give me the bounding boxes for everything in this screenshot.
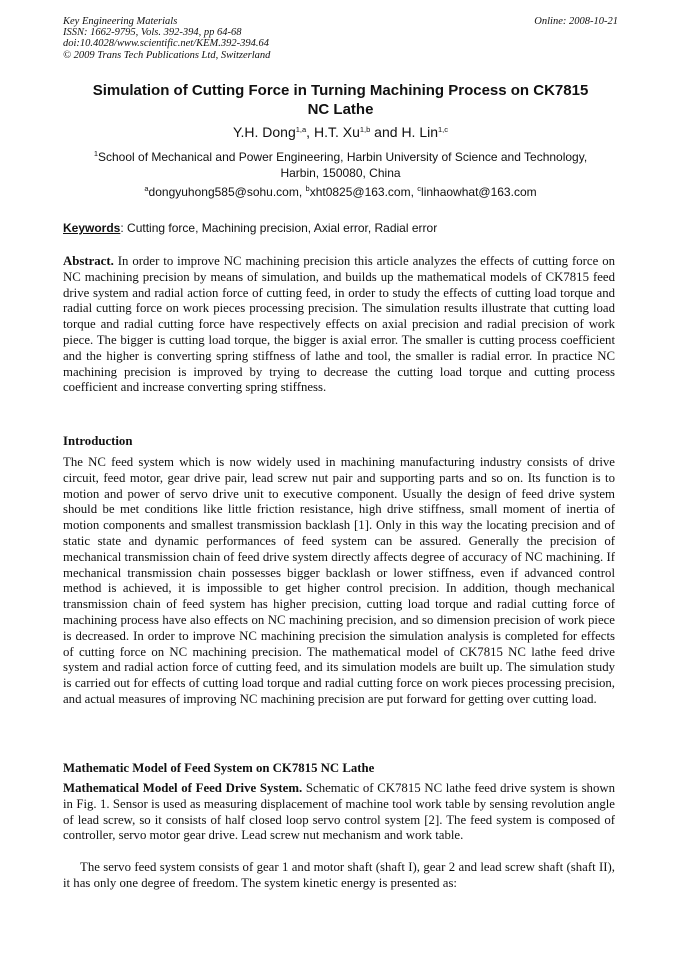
model-subheading: Mathematical Model of Feed Drive System.	[63, 781, 303, 795]
affiliation-sup: 1	[93, 149, 98, 158]
model-paragraph-1-text: Schematic of CK7815 NC lathe feed drive system is shown in Fig. 1. Sensor is used as measuring displacement of machine tool work table by sensing revolution angle of lead screw, so it consists of half closed loop servo control system [2]. The feed system is composed of controller, servo motor gear drive. Lead screw nut mechanism and work table.	[63, 781, 615, 843]
email-sup: c	[417, 184, 422, 193]
keywords-label: Keywords	[63, 221, 121, 235]
journal-header	[63, 16, 618, 61]
model-paragraph-2: The servo feed system consists of gear 1 and motor shaft (shaft I), gear 2 and lead screw shaft (shaft II), it has only one degree of freedom. The system kinetic energy is presented as:	[63, 860, 615, 890]
title-line-2: NC Lathe	[307, 101, 374, 118]
model-paragraph-1	[63, 781, 615, 844]
affiliation	[63, 149, 618, 181]
doi-line: doi:10.4028/www.scientific.net/KEM.392-394.64	[63, 38, 269, 50]
author-name: H.T. Xu	[313, 124, 360, 140]
introduction-text: The NC feed system which is now widely used in machining manufacturing industry consists of drive circuit, feed motor, gear drive pair, lead screw nut pair and supporting parts and so on. Its function is to motion and power of servo drive unit to executive component. Usually the design of feed drive system should be met conditions like little friction resistance, high drive stiffness, small moment of inertia of motion components and smallest transmission backlash [1]. Only in this way the locating precision and of static state and dynamic performances of feed system can be assured. Generally the precision of mechanical transmission chain of feed drive system directly affects degree of accuracy of NC machining. If mechanical transmission chain possesses bigger backlash or lower stiffness, even if advanced control method is achieved, it is impossible to get higher control precision. In addition, though mechanical transmission chain of feed system has higher precision, cutting load torque and radial cutting force of machining process have also effects on NC machining precision, and so dimension precision of work piece is decreased. In order to improve NC machining precision the simulation analysis is completed for effects of cutting force on NC machining precision. The mathematical model of CK7815 NC lathe feed drive system and radial action force of cutting feed, and its simulation models are built up. The simulation study is carried out for effects of cutting load torque and radial cutting force on work pieces processing precision, and actual measures of improving NC machining precision are put forward for getting over cutting load.	[63, 455, 615, 706]
abstract	[63, 254, 615, 396]
email-address: linhaowhat@163.com	[421, 185, 537, 199]
email-separator: ,	[298, 185, 306, 199]
abstract-label: Abstract.	[63, 254, 114, 268]
keywords-text: Cutting force, Machining precision, Axial error, Radial error	[127, 221, 438, 235]
abstract-text: In order to improve NC machining precision this article analyzes the effects of cutting force on NC machining precision by means of simulation, and builds up the mathematical models of CK7815 feed drive system and radial action force of cutting feed, in order to study the effects of cutting load torque and radial cutting force on work pieces processing precision. The simulation results illustrate that cutting load torque and radial cutting force have respectively effects on axial precision and radial precision of work piece. The bigger is cutting load torque, the bigger is axial error. The smaller is cutting process coefficient and the higher is converting spring stiffness of lathe and tool, the smaller is radial error. In practice NC machining precision is improved by trying to decrease the cutting load torque and cutting process coefficient and increase converting spring stiffness.	[63, 254, 615, 395]
email-separator: ,	[410, 185, 418, 199]
email-address: dongyuhong585@sohu.com	[148, 185, 299, 199]
email-sup: a	[144, 184, 149, 193]
author-name: Y.H. Dong	[232, 124, 296, 140]
keywords-colon: :	[120, 221, 124, 235]
section-heading-model: Mathematic Model of Feed System on CK7815 NC Lathe	[63, 761, 375, 775]
copyright-line: © 2009 Trans Tech Publications Ltd, Switzerland	[63, 49, 271, 61]
author-sup: 1,b	[359, 125, 371, 134]
author-sup: 1,c	[438, 125, 449, 134]
email-list	[63, 184, 618, 200]
email-sup: b	[305, 184, 310, 193]
keywords	[63, 220, 618, 236]
title-line-1: Simulation of Cutting Force in Turning Machining Process on CK7815	[92, 82, 589, 99]
email-address: xht0825@163.com	[309, 185, 411, 199]
journal-name: Key Engineering Materials	[63, 16, 178, 27]
paper-title	[63, 81, 618, 119]
online-date: Online: 2008-10-21	[534, 16, 618, 27]
author-separator: and	[370, 124, 402, 140]
issn-line: ISSN: 1662-9795, Vols. 392-394, pp 64-68	[63, 27, 242, 39]
introduction-heading: Introduction	[63, 434, 133, 448]
author-sup: 1,a	[295, 125, 307, 134]
affiliation-line-2: Harbin, 150080, China	[280, 166, 401, 180]
author-separator: ,	[306, 124, 314, 140]
author-name: H. Lin	[401, 124, 439, 140]
author-list	[63, 123, 618, 141]
affiliation-line-1: School of Mechanical and Power Engineering, Harbin University of Science and Technology,	[98, 150, 588, 164]
